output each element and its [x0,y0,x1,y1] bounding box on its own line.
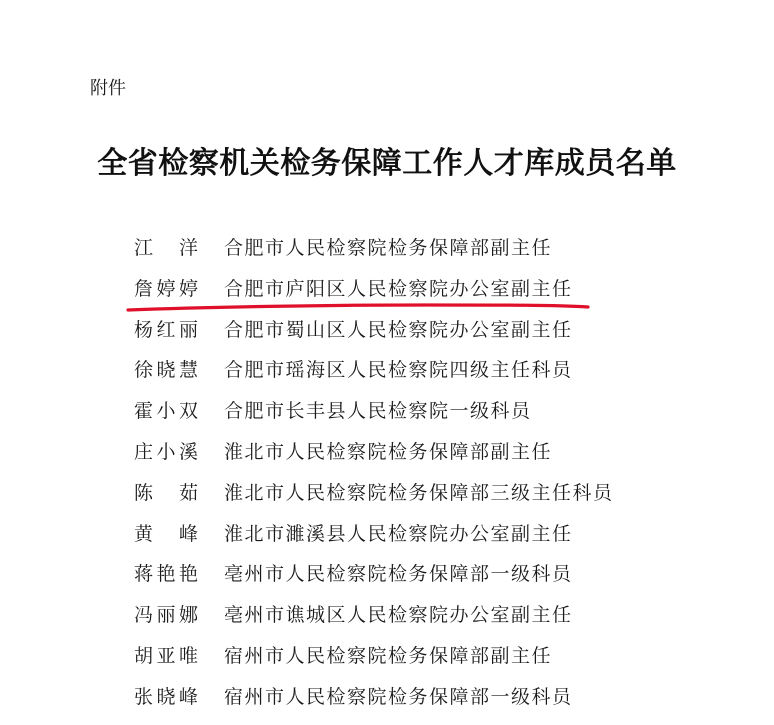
member-name: 徐晓慧 [134,359,198,382]
list-item [134,357,754,398]
list-item [134,480,754,521]
member-name: 霍小双 [134,400,198,423]
highlight-underline-stroke [128,305,588,310]
document-title: 全省检察机关检务保障工作人才库成员名单 [97,146,677,181]
list-item [134,235,754,276]
member-name: 张晓峰 [134,685,198,708]
member-name: 江洋 [134,237,198,259]
member-name: 庄小溪 [134,440,198,463]
member-position: 合肥市瑶海区人民检察院四级主任科员 [224,359,573,382]
member-name: 黄峰 [134,522,198,545]
member-position: 宿州市人民检察院检务保障部副主任 [224,644,553,667]
member-name: 蒋艳艳 [134,563,198,586]
list-item [134,602,754,643]
member-position: 合肥市蜀山区人民检察院办公室副主任 [224,318,573,341]
member-position: 亳州市人民检察院检务保障部一级科员 [224,563,573,586]
member-position: 宿州市人民检察院检务保障部一级科员 [224,685,573,708]
member-name: 冯丽娜 [134,604,198,627]
member-position: 合肥市庐阳区人民检察院办公室副主任 [224,277,573,300]
member-position: 淮北市人民检察院检务保障部三级主任科员 [224,481,614,504]
list-item [134,439,754,480]
list-item [134,561,754,602]
member-position: 合肥市长丰县人民检察院一级科员 [224,400,532,423]
list-item [134,398,754,439]
member-position: 淮北市濉溪县人民检察院办公室副主任 [224,522,573,545]
attachment-label: 附件 [90,78,126,99]
member-name: 杨红丽 [134,318,198,341]
list-item [134,684,754,725]
list-item [134,521,754,562]
member-name: 詹婷婷 [134,277,198,300]
member-position: 淮北市人民检察院检务保障部副主任 [224,440,553,463]
member-position: 亳州市谯城区人民检察院办公室副主任 [224,604,573,627]
highlight-underline [126,300,591,314]
member-position: 合肥市人民检察院检务保障部副主任 [224,237,553,259]
list-item [134,643,754,684]
member-name: 胡亚唯 [134,644,198,667]
list-item [134,317,754,358]
member-name: 陈茹 [134,481,198,504]
